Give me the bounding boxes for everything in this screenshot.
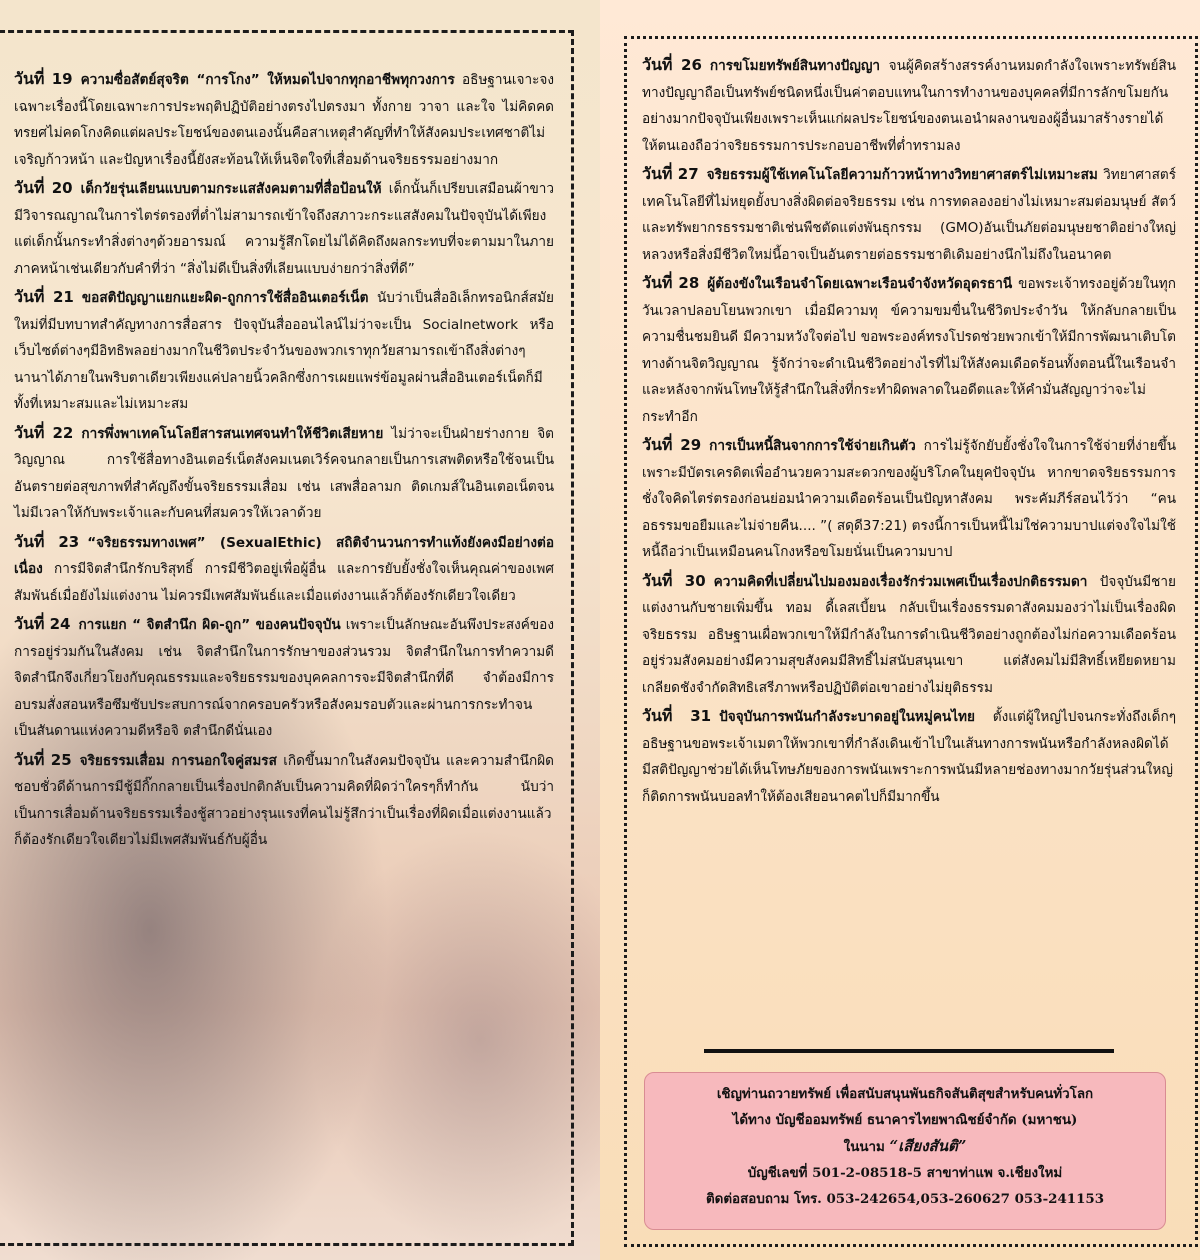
entry-body: จนผู้คิดสร้างสรรค์งานหมดกำลังใจเพราะทรัพย์สินทางปัญญาถือเป็นทรัพย์ชนิดหนึ่งเป็นค่าตอบแทนในการทำงานของบุคคลที่มีการลักขโมยกันอย่างมากปัจจุบันเพียงเพราะเห็นแก่ผลประโยชน์ของตนเอนำผลงานของผู้อื่นมาสร้างรายได้ให้ตนเองถือว่าจริยธรรมการประกอบอาชีพที่ต่ำทรามลง [642,58,1176,154]
donation-account-name: ในนาม “เสียงสันติ” [843,1137,967,1155]
entry-heading: ปัจจุบันการพนันกำลังระบาดอยู่ในหมู่คนไทย [719,709,975,725]
entry-body: การมีจิตสำนึกรักบริสุทธิ์ การมีชีวิตอยู่เพื่อผู้อื่น และการยับยั้งชั่งใจเห็นคุณค่าของเพศสัมพันธ์เมื่อยังไม่แต่งงาน ไม่ควรมีเพศสัมพันธ์และเมื่อแต่งงานแล้วก็ต้องรักเดียวใจเดียว [14,561,554,604]
donation-account-number: บัญชีเลขที่ 501-2-08518-5 สาขาท่าแพ จ.เชียงใหม่ [747,1165,1063,1181]
entry-body: ตั้งแต่ผู้ใหญ่ไปจนกระทั่งถึงเด็กๆอธิษฐานขอพระเจ้าเมตาให้พวกเขาที่กำลังเดินเข้าไปในเส้นทางการพนันหรือกำลังหลงผิดได้มีสติปัญญาช่วยได้เห็นโทษภัยของการพนันเพราะการพนันมีหลายช่องทางมากวัยรุ่นส่วนใหญ่ก็ติดการพนันบอลทำให้ต้องเสียอนาคตไปก็มีมากขึ้น [642,709,1176,805]
entry-heading: จริยธรรมเสื่อม การนอกใจคู่สมรส [79,752,277,769]
prayer-entry-day-21: วันที่ 21 ขอสติปัญญาแยกแยะผิด-ถูกการใช้สื่ออินเตอร์เน็ต นับว่าเป็นสื่ออิเล็กทรอนิกส์สมัยใหม่ที่มีบทบาทสำคัญทางการสื่อสาร ปัจจุบันสื่อออนไลน์ไม่ว่าจะเป็น Socialnetwork หรือเว็บไซต์ต่างๆมีอิทธิพลอย่างมากในชีวิตประจำวันของพวกเราทุกวัยสามารถเข้าถึงสิ่งต่างๆนานาได้ภายในพริบตาเดียวเพียงแค่ปลายนิ้วคลิกซึ่งการเผยแพร่ข้อมูลผ่านสื่ออินเตอร์เน็ตก็มีทั้งที่เหมาะสมและไม่เหมาะสม [14,287,555,412]
entry-heading: การแยก “ จิตสำนึก ผิด-ถูก” ของคนปัจจุบัน [78,617,341,633]
entry-body: การไม่รู้จักยับยั้งชั่งใจในการใช้จ่ายที่ง่ายขึ้นเพราะมีบัตรเครดิตเพื่ออำนวยความสะดวกของผู้บริโภคในยุคปัจจุบัน หากขาดจริยธรรมการชั่งใจคิดไตร่ตรองก่อนย่อมนำความเดือดร้อนเป็นปัญหาสังคม พระคัมภีร์สอนไว้ว่า “คนอธรรมขอยืมและไม่จ่ายคืน.... ”( สดุดี37:21) ตรงนี้การเป็นหนี้ไม่ใช่ความบาปแต่จงใจไม่ใช้หนี้ถือว่าเป็นเหมือนคนโกงหรือขโมยนั่นเป็นความบาป [642,438,1177,560]
entry-body: เด็กนั้นก็เปรียบเสมือนผ้าขาวมีวิจารณญาณในการไตร่ตรองที่ต่ำไม่สามารถเข้าใจถึงสภาวะกระแสสังคมในปัจจุบันได้เพียงแต่เด็กนั้นกระทำสิ่งต่างๆด้วยอารมณ์ ความรู้สึกโดยไม่ได้คิดถึงผลกระทบที่จะตามมาในภายภาคหน้าเช่นเดียวกับคำที่ว่า “สิ่งไม่ดีเป็นสิ่งที่เลียนแบบง่ายกว่าสิ่งที่ดี” [14,181,555,277]
prayer-entry-day-27: วันที่ 27 จริยธรรมผู้ใช้เทคโนโลยีความก้าวหน้าทางวิทยาศาสตร์ไม่เหมาะสม วิทยาศาสตร์เทคโนโลยีที่ไม่หยุดยั้งบางสิ่งผิดต่อจริยธรรม เช่น การทดลองอย่างไม่เหมาะสมต่อมนุษย์ สัตว์ และทรัพยากรธรรมชาติเช่นพืชตัดแต่งพันธุกรรม (GMO)อันเป็นภัยต่อมนุษยชาติอย่างใหญ่หลวงหรือสิ่งมีชีวิตใหม่นี้อาจเป็นอันตรายต่อธรรมชาติเดิมอย่างนึกไม่ถึงในอนาคต [642,164,1177,263]
prayer-entry-day-22: วันที่ 22 การพึ่งพาเทคโนโลยีสารสนเทศจนทำให้ชีวิตเสียหาย ไม่ว่าจะเป็นฝ่ายร่างกาย จิตวิญญาณ การใช้สื่อทางอินเตอร์เน็ตสังคมเนตเวิร์คจนกลายเป็นการเสพติดหรือใช้จนเป็นอันตรายต่อสุขภาพที่สำคัญถึงขั้นจริยธรรมเสื่อม เช่น เสพสื่อลามก ติดเกมส์ในอินเตอเน็ตจนไม่มีเวลาให้กับพระเจ้าและกับคนที่สมควรให้เวลาด้วย [14,422,555,521]
entry-body: วิทยาศาสตร์เทคโนโลยีที่ไม่หยุดยั้งบางสิ่งผิดต่อจริยธรรม เช่น การทดลองอย่างไม่เหมาะสมต่อมนุษย์ สัตว์ และทรัพยากรธรรมชาติเช่นพืชตัดแต่งพันธุกรรม (GMO)อันเป็นภัยต่อมนุษยชาติอย่างใหญ่หลวงหรือสิ่งมีชีวิตใหม่นี้อาจเป็นอันตรายต่อธรรมชาติเดิมอย่างนึกไม่ถึงในอนาคต [642,167,1177,263]
entry-body: เกิดขึ้นมากในสังคมปัจจุบัน และความสำนึกผิดชอบชั่วดีด้านการมีชู้มีกิ๊กกลายเป็นเรื่องปกติกลับเป็นความคิดที่ผิดว่าใครๆก็ทำกัน นับว่าเป็นการเสื่อมด้านจริยธรรมเรื่องชู้สาวอย่างรุนแรงที่คนไม่รู้สึกว่าเป็นเรื่องที่ผิดเมื่อแต่งงานแล้วก็ต้องรักเดียวใจเดียวไม่มีเพศสัมพันธ์กับผู้อื่น [14,752,554,848]
entry-body: ไม่ว่าจะเป็นฝ่ายร่างกาย จิตวิญญาณ การใช้สื่อทางอินเตอร์เน็ตสังคมเนตเวิร์คจนกลายเป็นการเสพติดหรือใช้จนเป็นอันตรายต่อสุขภาพที่สำคัญถึงขั้นจริยธรรมเสื่อม เช่น เสพสื่อลามก ติดเกมส์ในอินเตอเน็ตจนไม่มีเวลาให้กับพระเจ้าและกับคนที่สมควรให้เวลาด้วย [14,425,555,521]
entry-heading: ผู้ต้องขังในเรือนจำโดยเฉพาะเรือนจำจังหวัดอุดรธานี [707,276,1013,292]
divider-rule [704,1049,1114,1053]
entry-heading: ความซื่อสัตย์สุจริต “การโกง” ให้หมดไปจากทุกอาชีพทุกวงการ [80,72,455,88]
entry-body: ขอพระเจ้าทรงอยู่ด้วยในทุกวันเวลาปลอบโยนพวกเขา เมื่อมีความทุ ข์ความขมขื่นในชีวิตประจำวัน ให้กลับกลายเป็นความชื่นชมยินดี มีความหวังใจต่อไป ขอพระองค์ทรงโปรดช่วยพวกเข้าให้มีการพัฒนาเติบโตทางด้านจิตวิญญาณ รู้จักว่าจะดำเนินชีวิตอย่างไรที่ไม่ให้สังคมเดือดร้อนทั้งตอนนี้ในเรือนจำและหลังจากพ้นโทษให้รู้สำนึกในสิ่งที่กระทำผิดพลาดในอดีตและให้คำมั่นสัญญาว่าจะไม่กระทำอีก [642,276,1176,425]
prayer-entry-day-30: วันที่ 30 ความคิดที่เปลี่ยนไปมองมองเรื่องรักร่วมเพศเป็นเรื่องปกติธรรมดา ปัจจุบันมีชายแต่งงานกับชายเพิ่มขึ้น ทอม ดี้เลสเบี้ยน กลับเป็นเรื่องธรรมดาสังคมมองว่าไม่เป็นเรื่องผิดจริยธรรม อธิษฐานเผื่อพวกเขาให้มีกำลังในการดำเนินชีวิตอย่างถูกต้องไม่ก่อความเดือดร้อนอยู่ร่วมสังคมอย่างมีความสุขสังคมมีสิทธิ์ไม่สนับสนุนเขา แต่สังคมไม่มีสิทธิ์เหยียดหยามเกลียดชังจำกัดสิทธิเสรีภาพหรือปฏิบัติต่อเขาอย่างไม่ยุติธรรม [642,570,1177,696]
donation-contact: ติดต่อสอบถาม โทร. 053-242654,053-260627 053-241153 [705,1191,1105,1207]
prayer-entry-day-24: วันที่ 24 การแยก “ จิตสำนึก ผิด-ถูก” ของคนปัจจุบัน เพราะเป็นลักษณะอันพึงประสงค์ของการอยู่ร่วมกันในสังคม เช่น จิตสำนึกในการรักษาของส่วนรวม จิตสำนึกในการทำความดีจิตสำนึกจึงเกี่ยวโยงกับคุณธรรมและจริยธรรมของบุคคลการจะมีจิตสำนึกที่ดี จำต้องมีการอบรมสั่งสอนหรือซึมซับประสบการณ์จากครอบครัวหรือสังคมรอบตัวและผ่านการกระทำจนเป็นสันดานแห่งความดีหรือจิ ตสำนึกดีนั่นเอง [14,614,554,739]
prayer-entry-day-20: วันที่ 20 เด็กวัยรุ่นเลียนแบบตามกระแสสังคมตามที่สื่อป้อนให้ เด็กนั้นก็เปรียบเสมือนผ้าขาวมีวิจารณญาณในการไตร่ตรองที่ต่ำไม่สามารถเข้าใจถึงสภาวะกระแสสังคมในปัจจุบันได้เพียงแต่เด็กนั้นกระทำสิ่งต่างๆด้วยอารมณ์ ความรู้สึกโดยไม่ได้คิดถึงผลกระทบที่จะตามมาในภายภาคหน้าเช่นเดียวกับคำที่ว่า “สิ่งไม่ดีเป็นสิ่งที่เลียนแบบง่ายกว่าสิ่งที่ดี” [14,178,555,277]
entry-heading: การขโมยทรัพย์สินทางปัญญา [709,58,881,74]
right-prayer-list [642,52,1176,812]
entry-body: อธิษฐานเจาะจงเฉพาะเรื่องนี้โดยเฉพาะการประพฤติปฏิบัติอย่างตรงไปตรงมา ทั้งกาย วาจา และใจ ไม่คิดคดทรยศไม่คดโกงคิดแต่ผลประโยชน์ของตนเองนั้นคือสาเหตุสำคัญที่ทำให้สังคมประเทศชาติไม่เจริญก้าวหน้า และปัญหาเรื่องนี้ยังสะท้อนให้เห็นจิตใจที่เสื่อมด้านจริยธรรมอย่างมาก [14,72,554,168]
entry-body: นับว่าเป็นสื่ออิเล็กทรอนิกส์สมัยใหม่ที่มีบทบาทสำคัญทางการสื่อสาร ปัจจุบันสื่อออนไลน์ไม่ว่าจะเป็น Socialnetwork หรือเว็บไซต์ต่างๆมีอิทธิพลอย่างมากในชีวิตประจำวันของพวกเราทุกวัยสามารถเข้าถึงสิ่งต่างๆนานาได้ภายในพริบตาเดียวเพียงแค่ปลายนิ้วคลิกซึ่งการเผยแพร่ข้อมูลผ่านสื่ออินเตอร์เน็ตก็มีทั้งที่เหมาะสมและไม่เหมาะสม [14,290,555,412]
prayer-entry-day-31: วันที่ 31 ปัจจุบันการพนันกำลังระบาดอยู่ในหมู่คนไทย ตั้งแต่ผู้ใหญ่ไปจนกระทั่งถึงเด็กๆอธิษฐานขอพระเจ้าเมตาให้พวกเขาที่กำลังเดินเข้าไปในเส้นทางการพนันหรือกำลังหลงผิดได้มีสติปัญญาช่วยได้เห็นโทษภัยของการพนันเพราะการพนันมีหลายช่องทางมากวัยรุ่นส่วนใหญ่ก็ติดการพนันบอลทำให้ต้องเสียอนาคตไปก็มีมากขึ้น [642,706,1176,805]
entry-heading: จริยธรรมผู้ใช้เทคโนโลยีความก้าวหน้าทางวิทยาศาสตร์ไม่เหมาะสม [706,167,1098,183]
prayer-entry-day-26: วันที่ 26 การขโมยทรัพย์สินทางปัญญา จนผู้คิดสร้างสรรค์งานหมดกำลังใจเพราะทรัพย์สินทางปัญญาถือเป็นทรัพย์ชนิดหนึ่งเป็นค่าตอบแทนในการทำงานของบุคคลที่มีการลักขโมยกันอย่างมากปัจจุบันเพียงเพราะเห็นแก่ผลประโยชน์ของตนเอนำผลงานของผู้อื่นมาสร้างรายได้ให้ตนเองถือว่าจริยธรรมการประกอบอาชีพที่ต่ำทรามลง [642,55,1176,154]
donation-invitation: เชิญท่านถวายทรัพย์ เพื่อสนับสนุนพันธกิจสันติสุขสำหรับคนทั่วโลก [716,1086,1094,1102]
entry-body: ปัจจุบันมีชายแต่งงานกับชายเพิ่มขึ้น ทอม ดี้เลสเบี้ยน กลับเป็นเรื่องธรรมดาสังคมมองว่าไม่เป็นเรื่องผิดจริยธรรม อธิษฐานเผื่อพวกเขาให้มีกำลังในการดำเนินชีวิตอย่างถูกต้องไม่ก่อความเดือดร้อนอยู่ร่วมสังคมอย่างมีความสุขสังคมมีสิทธิ์ไม่สนับสนุนเขา แต่สังคมไม่มีสิทธิ์เหยียดหยามเกลียดชังจำกัดสิทธิเสรีภาพหรือปฏิบัติต่อเขาอย่างไม่ยุติธรรม [642,573,1177,696]
right-page [600,0,1200,1260]
donation-box [644,1072,1166,1230]
prayer-entry-day-19: วันที่ 19 ความซื่อสัตย์สุจริต “การโกง” ให้หมดไปจากทุกอาชีพทุกวงการ อธิษฐานเจาะจงเฉพาะเรื่องนี้โดยเฉพาะการประพฤติปฏิบัติอย่างตรงไปตรงมา ทั้งกาย วาจา และใจ ไม่คิดคดทรยศไม่คดโกงคิดแต่ผลประโยชน์ของตนเองนั้นคือสาเหตุสำคัญที่ทำให้สังคมประเทศชาติไม่เจริญก้าวหน้า และปัญหาเรื่องนี้ยังสะท้อนให้เห็นจิตใจที่เสื่อมด้านจริยธรรมอย่างมาก [14,69,554,168]
entry-heading: “จริยธรรมทางเพศ” (SexualEthic) สถิติจำนวนการทำแท้งยังคงมีอย่างต่อเนื่อง [14,534,554,577]
entry-heading: ความคิดที่เปลี่ยนไปมองมองเรื่องรักร่วมเพศเป็นเรื่องปกติธรรมดา [713,573,1088,590]
entry-heading: การพึ่งพาเทคโนโลยีสารสนเทศจนทำให้ชีวิตเสียหาย [81,425,384,442]
entry-heading: การเป็นหนี้สินจากการใช้จ่ายเกินตัว [709,438,916,454]
prayer-entry-day-29: วันที่ 29 การเป็นหนี้สินจากการใช้จ่ายเกินตัว การไม่รู้จักยับยั้งชั่งใจในการใช้จ่ายที่ง่ายขึ้นเพราะมีบัตรเครดิตเพื่ออำนวยความสะดวกของผู้บริโภคในยุคปัจจุบัน หากขาดจริยธรรมการชั่งใจคิดไตร่ตรองก่อนย่อมนำความเดือดร้อนเป็นปัญหาสังคม พระคัมภีร์สอนไว้ว่า “คนอธรรมขอยืมและไม่จ่ายคืน.... ”( สดุดี37:21) ตรงนี้การเป็นหนี้ไม่ใช่ความบาปแต่จงใจไม่ใช้หนี้ถือว่าเป็นเหมือนคนโกงหรือขโมยนั่นเป็นความบาป [642,435,1177,560]
donation-bank: ได้ทาง บัญชีออมทรัพย์ ธนาคารไทยพาณิชย์จำกัด (มหาชน) [732,1112,1078,1128]
prayer-entry-day-28: วันที่ 28 ผู้ต้องขังในเรือนจำโดยเฉพาะเรือนจำจังหวัดอุดรธานี ขอพระเจ้าทรงอยู่ด้วยในทุกวันเวลาปลอบโยนพวกเขา เมื่อมีความทุ ข์ความขมขื่นในชีวิตประจำวัน ให้กลับกลายเป็นความชื่นชมยินดี มีความหวังใจต่อไป ขอพระองค์ทรงโปรดช่วยพวกเข้าให้มีการพัฒนาเติบโตทางด้านจิตวิญญาณ รู้จักว่าจะดำเนินชีวิตอย่างไรที่ไม่ให้สังคมเดือดร้อนทั้งตอนนี้ในเรือนจำและหลังจากพ้นโทษให้รู้สำนึกในสิ่งที่กระทำผิดพลาดในอดีตและให้คำมั่นสัญญาว่าจะไม่กระทำอีก [642,273,1176,425]
entry-heading: เด็กวัยรุ่นเลียนแบบตามกระแสสังคมตามที่สื่อป้อนให้ [80,181,382,197]
entry-body: เพราะเป็นลักษณะอันพึงประสงค์ของการอยู่ร่วมกันในสังคม เช่น จิตสำนึกในการรักษาของส่วนรวม จิตสำนึกในการทำความดีจิตสำนึกจึงเกี่ยวโยงกับคุณธรรมและจริยธรรมของบุคคลการจะมีจิตสำนึกที่ดี จำต้องมีการอบรมสั่งสอนหรือซึมซับประสบการณ์จากครอบครัวหรือสังคมรอบตัวและผ่านการกระทำจนเป็นสันดานแห่งความดีหรือจิ ตสำนึกดีนั่นเอง [14,617,554,739]
left-prayer-list [14,66,554,856]
prayer-entry-day-23: วันที่ 23 “จริยธรรมทางเพศ” (SexualEthic) สถิติจำนวนการทำแท้งยังคงมีอย่างต่อเนื่อง การมีจิตสำนึกรักบริสุทธิ์ การมีชีวิตอยู่เพื่อผู้อื่น และการยับยั้งชั่งใจเห็นคุณค่าของเพศสัมพันธ์เมื่อยังไม่แต่งงาน ไม่ควรมีเพศสัมพันธ์และเมื่อแต่งงานแล้วก็ต้องรักเดียวใจเดียว [14,531,554,604]
entry-heading: ขอสติปัญญาแยกแยะผิด-ถูกการใช้สื่ออินเตอร์เน็ต [81,290,369,306]
prayer-entry-day-25: วันที่ 25 จริยธรรมเสื่อม การนอกใจคู่สมรส เกิดขึ้นมากในสังคมปัจจุบัน และความสำนึกผิดชอบชั่วดีด้านการมีชู้มีกิ๊กกลายเป็นเรื่องปกติกลับเป็นความคิดที่ผิดว่าใครๆก็ทำกัน นับว่าเป็นการเสื่อมด้านจริยธรรมเรื่องชู้สาวอย่างรุนแรงที่คนไม่รู้สึกว่าเป็นเรื่องที่ผิดเมื่อแต่งงานแล้วก็ต้องรักเดียวใจเดียวไม่มีเพศสัมพันธ์กับผู้อื่น [14,749,554,848]
